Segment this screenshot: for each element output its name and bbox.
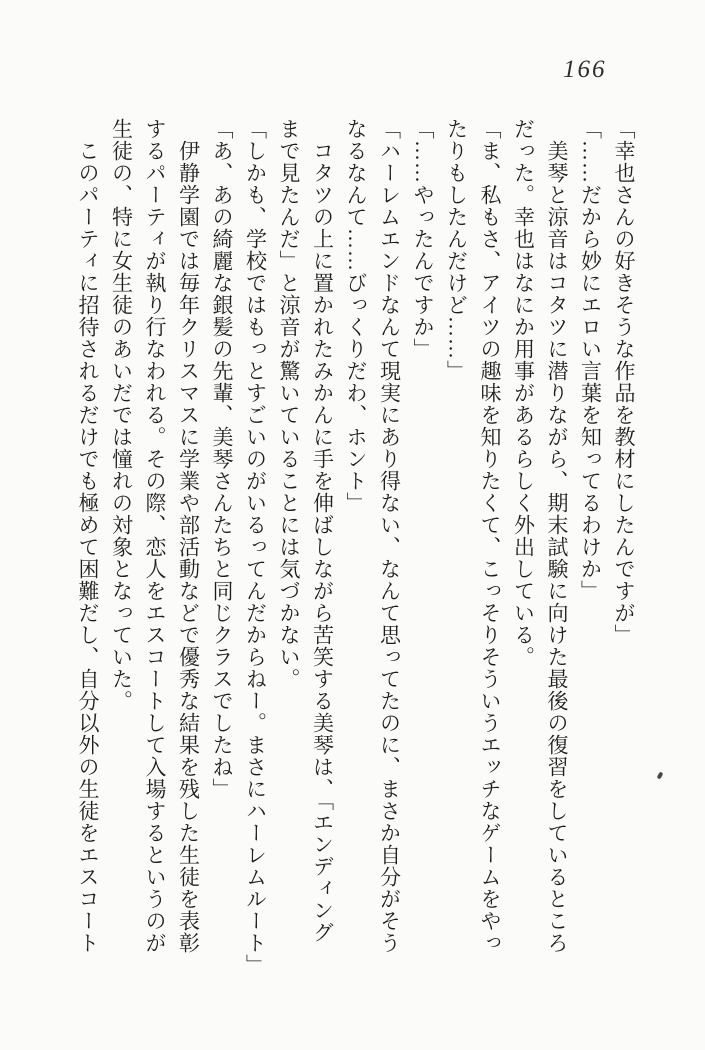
text-line: するパーティが執り行なわれる。その際、恋人をエスコートして入場するというのが — [143, 118, 167, 954]
text-line: 「幸也さんの好きそうな作品を教材にしたんですが」 — [612, 118, 636, 646]
text-line: 「ハーレムエンドなんて現実にあり得ない、なんて思ってたのに、まさか自分がそう — [377, 118, 402, 954]
text-line: なるなんて……びっくりだわ、ホント」 — [344, 118, 368, 514]
text-line: たりもしたんだけど……」 — [444, 118, 469, 382]
text-line: 「……だから妙にエロい言葉を知ってるわけか」 — [578, 118, 603, 602]
text-block — [71, 118, 641, 976]
text-line: 「……やったんですか」 — [411, 118, 435, 360]
text-line: まで見たんだ」と涼音が驚いていることには気づかない。 — [277, 118, 301, 690]
text-line: 「しかも、学校ではもっとすごいのがいるってんだからねー。まさにハーレムルート」 — [243, 118, 268, 976]
print-speck — [657, 771, 664, 779]
text-line: 伊静学園では毎年クリスマスに学業や部活動などで優秀な結果を残した生徒を表彰 — [176, 118, 201, 954]
text-line: このパーティに招待されるだけでも極めて困難だし、自分以外の生徒をエスコート — [76, 118, 100, 954]
text-line: 生徒の、特に女生徒のあいだでは憧れの対象となっていた。 — [109, 118, 134, 712]
text-line: 美琴と涼音はコタツに潜りながら、期末試験に向けた最後の復習をしているところ — [545, 118, 569, 954]
text-line: コタツの上に置かれたみかんに手を伸ばしながら苦笑する美琴は、「エンディング — [310, 118, 335, 944]
text-line: 「ま、私もさ、アイツの趣味を知りたくて、こっそりそういうエッチなゲームをやっ — [478, 118, 502, 954]
text-line: 「あ、あの綺麗な銀髪の先輩、美琴さんたちと同じクラスでしたね」 — [210, 118, 234, 800]
page-number: 166 — [563, 56, 607, 83]
text-line: だった。幸也はなにか用事があるらしく外出している。 — [511, 118, 536, 668]
